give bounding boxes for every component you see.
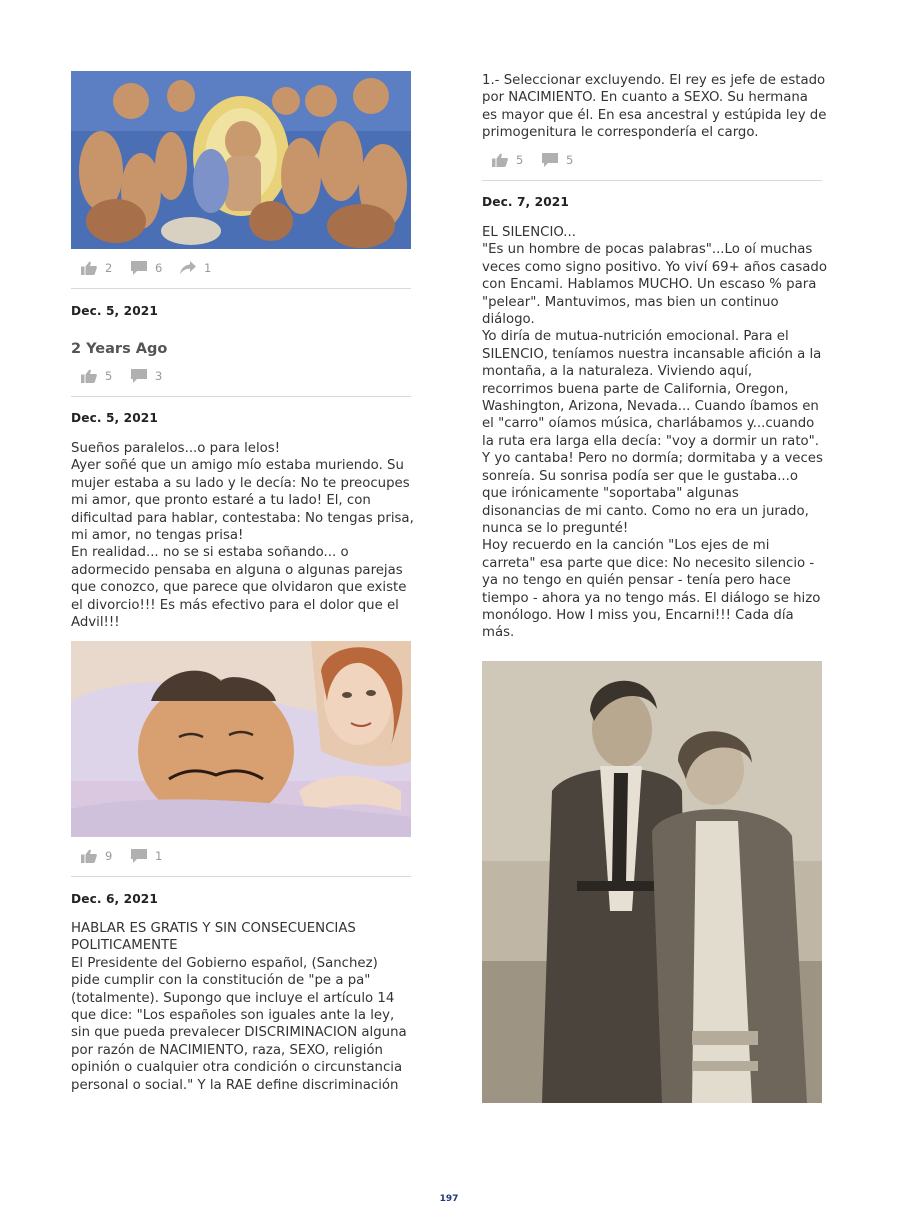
thumbs-up-icon [81, 261, 97, 275]
like-count[interactable]: 2 [81, 261, 112, 275]
post-text: Sueños paralelos...o para lelos! Ayer soñé que un amigo mío estaba muriendo. Su mujer estaba a su lado y le decía: No te preocupes mi amor, que pronto estaré a tu lado! El, con dificultad para hablar, contestaba: No tengas prisa, mi amor, no tengas prisa! En realidad... no se si estaba soñando... o adormecido pensaba en alguna o algunas parejas que conozco, que parece que olvidaron que existe el divorcio!!! Es más efectivo para el dolor que el Advil!!! [71, 441, 414, 631]
comment-icon [542, 153, 558, 167]
share-icon [180, 261, 196, 275]
couple-photograph[interactable] [482, 661, 822, 1103]
comment-count[interactable]: 1 [131, 849, 162, 863]
post-text: EL SILENCIO... "Es un hombre de pocas palabras"...Lo oí muchas veces como signo positivo. Yo viví 69+ años casado con Encami. Hablamos MUCHO. Un escaso % para "pelear". Mantuvimos, mas bien un continuo diálogo. Yo diría de mutua-nutrición emocional. Para el SILENCIO, teníamos nuestra incansable afición a la montaña, a la naturaleza. Viviendo aquí, recorrimos buena parte de California, Oregon, Washington, Arizona, Nevada... Cuando íbamos en el "carro" oíamos música, charlábamos y...cuando la ruta era larga ella decía: "voy a dormir un rato". Y yo cantaba! Pero no dormía; dormitaba y a veces sonreía. Su sonrisa podía ser que le gustaba...o que irónicamente "soportaba" algunas disonancias de mi canto. Como no era un jurado, nunca se lo pregunté! Hoy recuerdo en la canción "Los ejes de mi carreta" esa parte que dice: No necesito silencio - ya no tengo en quién pensar - tenía pero hace tiempo - ahora ya no tengo más. El diálogo se hizo monólogo. How I miss you, Encarni!!! Cada día más. [482, 225, 827, 641]
post-date: Dec. 7, 2021 [482, 195, 569, 209]
comment-count[interactable]: 5 [542, 153, 573, 167]
like-count[interactable]: 5 [492, 153, 523, 167]
comment-icon [131, 261, 147, 275]
post-text: 1.- Seleccionar excluyendo. El rey es jefe de estado por NACIMIENTO. En cuanto a SEXO. Su hermana es mayor que él. En esa ancestral y estúpida ley de primogenitura le correspondería el cargo. [482, 73, 827, 141]
thumbs-up-icon [81, 369, 97, 383]
share-count[interactable]: 1 [180, 261, 211, 275]
comment-icon [131, 849, 147, 863]
post-title: 2 Years Ago [71, 341, 168, 357]
like-count[interactable]: 9 [81, 849, 112, 863]
last-judgment-fresco-image[interactable] [71, 71, 411, 249]
like-count[interactable]: 5 [81, 369, 112, 383]
post-stats [71, 840, 411, 877]
page-number: 197 [439, 1194, 459, 1204]
post-text: HABLAR ES GRATIS Y SIN CONSECUENCIAS POLITICAMENTE El Presidente del Gobierno español, (Sanchez) pide cumplir con la constitución de "pe a pa" (totalmente). Supongo que incluye el artículo 14 que dice: "Los españoles son iguales ante la ley, sin que pueda prevalecer DISCRIMINACION alguna por razón de NACIMIENTO, raza, SEXO, religión opinión o cualquier otra condición o circunstancia personal o social." Y la RAE define discriminación [71, 921, 407, 1093]
comment-count[interactable]: 6 [131, 261, 162, 275]
comment-count[interactable]: 3 [131, 369, 162, 383]
sleeping-couple-illustration[interactable] [71, 641, 411, 837]
post-stats [482, 144, 822, 181]
post-stats [71, 360, 411, 397]
post-date: Dec. 6, 2021 [71, 892, 158, 906]
thumbs-up-icon [81, 849, 97, 863]
post-date: Dec. 5, 2021 [71, 304, 158, 318]
comment-icon [131, 369, 147, 383]
post-date: Dec. 5, 2021 [71, 411, 158, 425]
post-stats [71, 252, 411, 289]
thumbs-up-icon [492, 153, 508, 167]
